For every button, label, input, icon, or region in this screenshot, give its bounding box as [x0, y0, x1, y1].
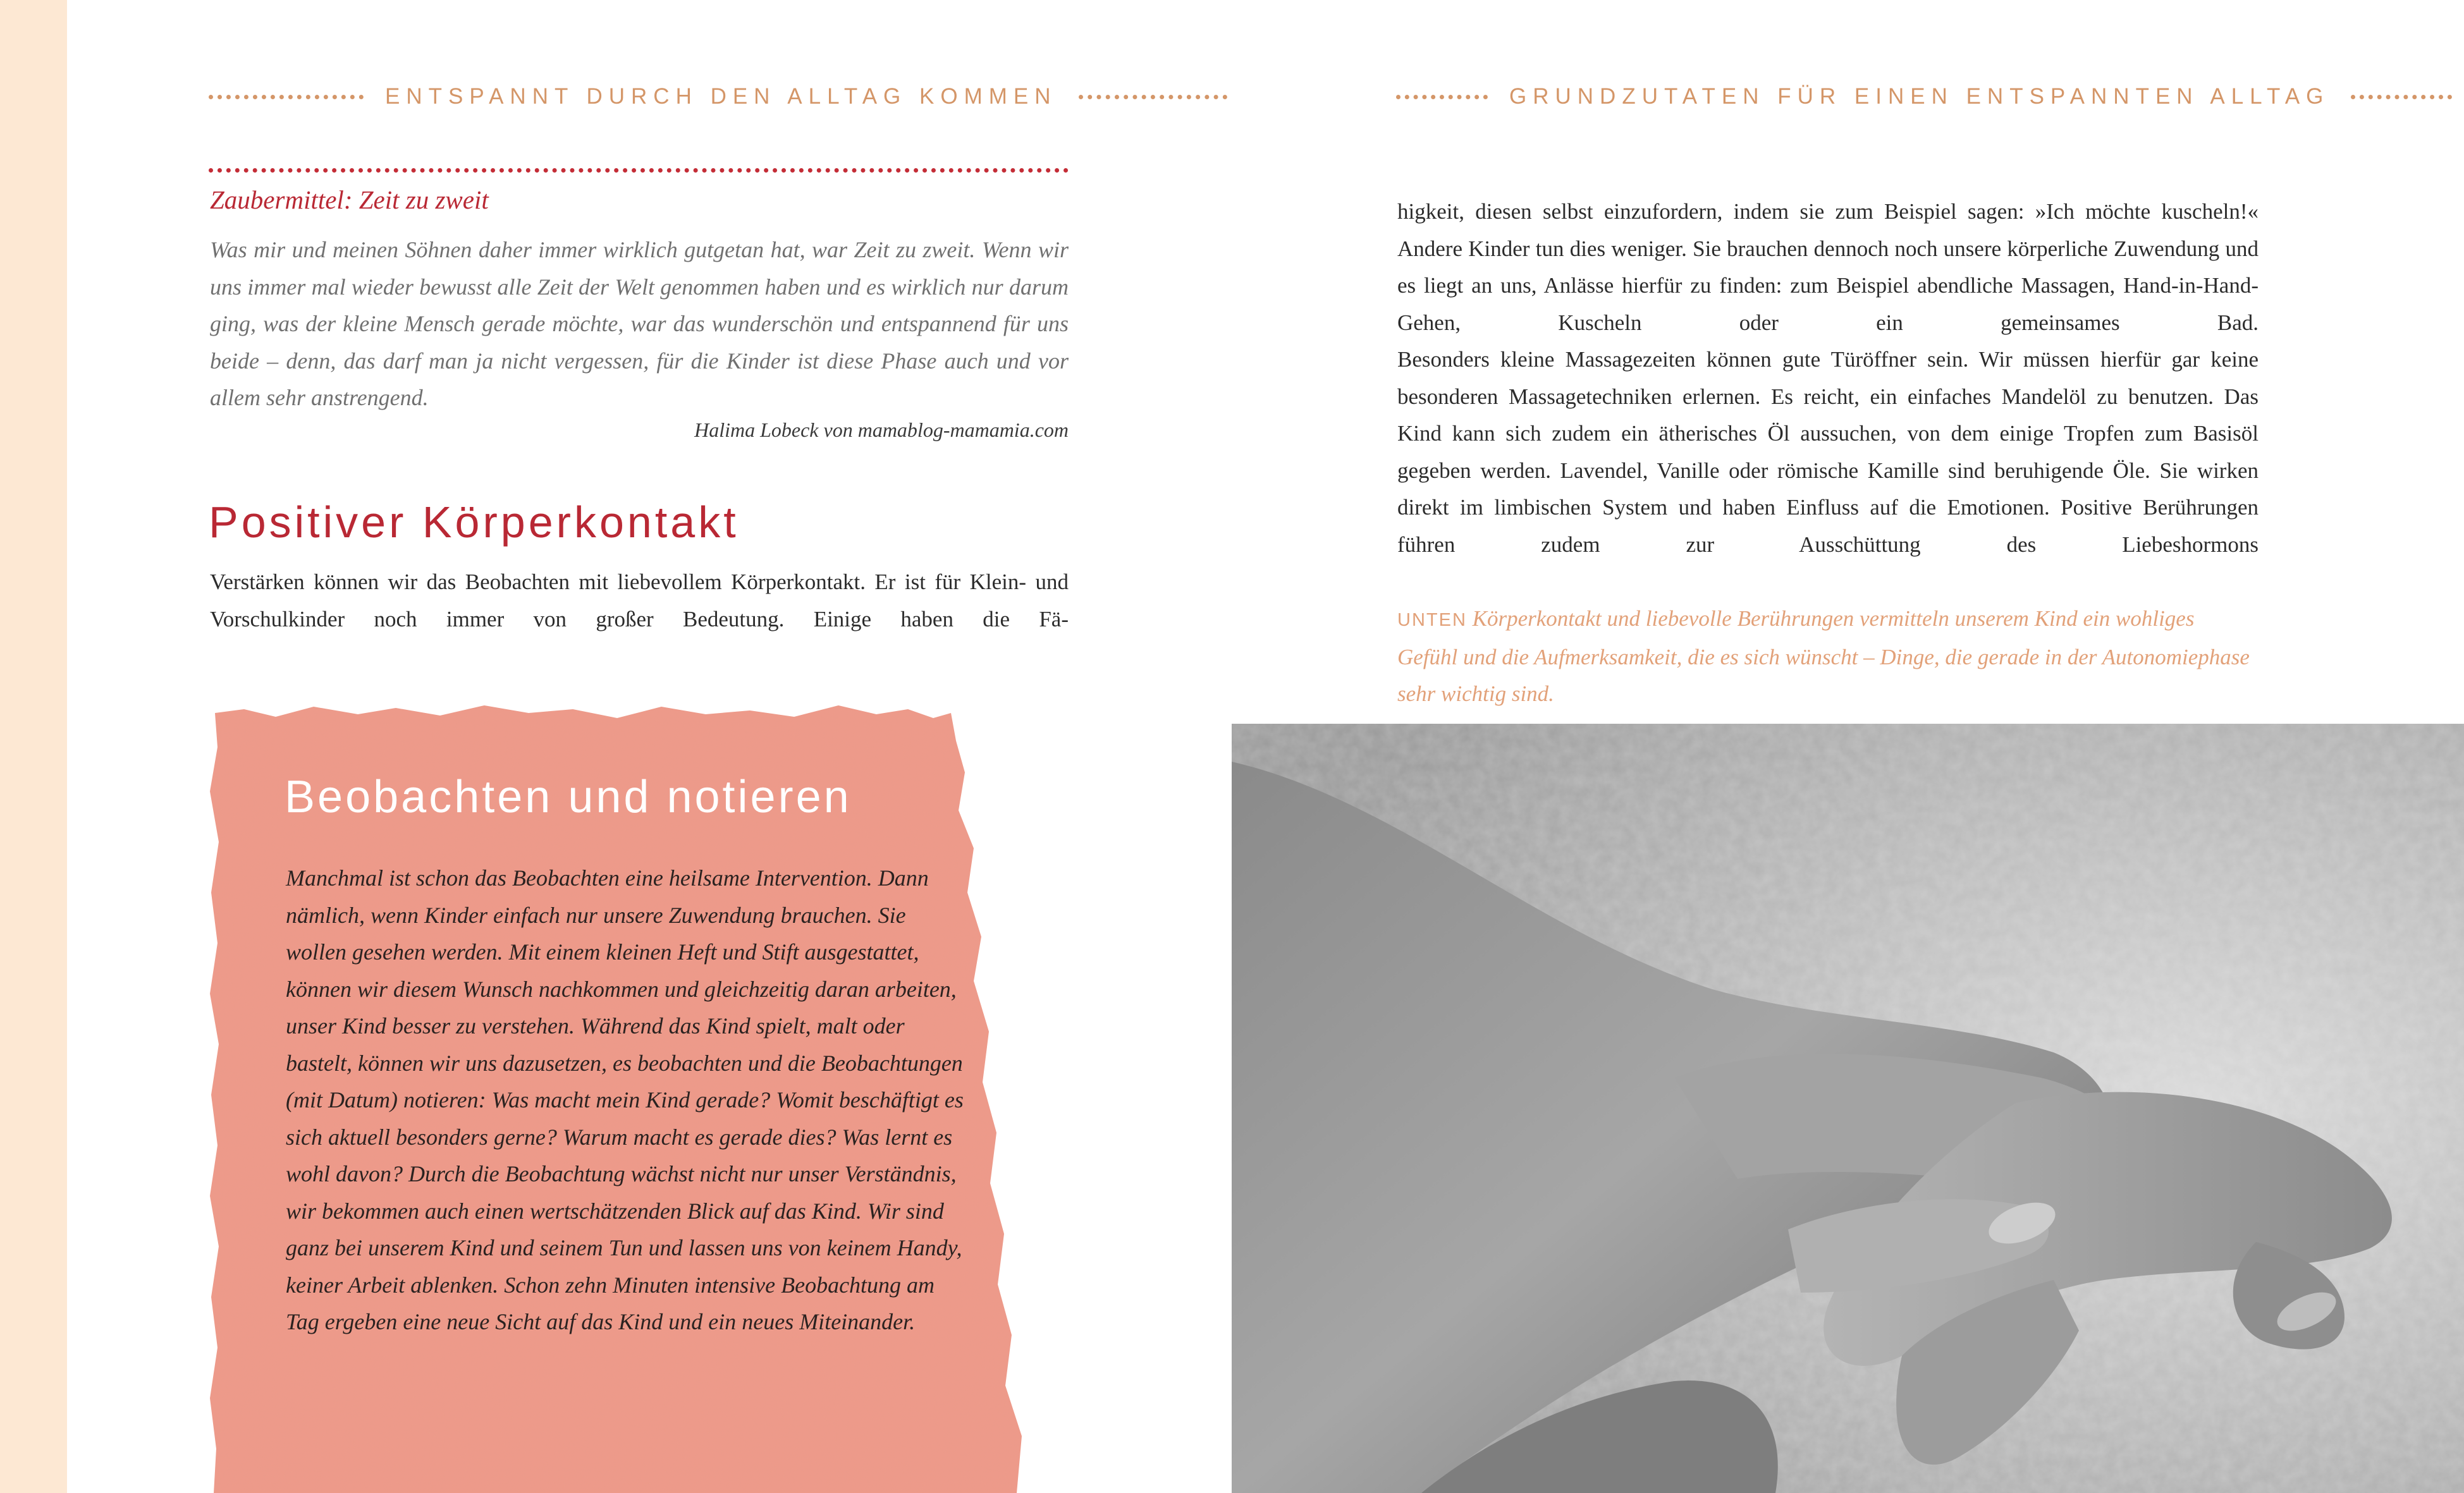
quote-text: Was mir und meinen Söhnen daher immer wirklich gutgetan hat, war Zeit zu zweit. Wenn wir uns immer mal wieder bewusst alle Zeit der Welt genommen haben und es wirklich nur darum ging, was der kleine Mensch gerade möchte, war das wunderschön und entspannend für uns beide – denn, das darf man ja nicht vergessen, für die Kinder ist diese Phase auch und vor allem sehr anstrengend.	[210, 237, 1069, 410]
adult-and-child-hands-photo	[1232, 724, 2464, 1493]
quote-title: Zaubermittel: Zeit zu zweit	[210, 185, 489, 214]
caption-label: UNTEN	[1397, 610, 1467, 630]
body-paragraph-right-1: higkeit, diesen selbst einzufordern, indem sie zum Beispiel sagen: »Ich möchte kuscheln!« Andere Kinder tun dies weniger. Sie brauchen dennoch noch unsere körperliche Zuwendung und es liegt an uns, Anlässe hierfür zu finden: zum Beispiel abendliche Massagen, Hand-in-Hand-Gehen, Kuscheln oder ein gemeinsames Bad.	[1397, 199, 2259, 335]
quote-dotted-rule	[209, 168, 1069, 173]
caption-text: Körperkontakt und liebevolle Berührungen vermitteln unserem Kind ein wohliges Gefühl und die Aufmerksamkeit, die es sich wünscht – Dinge, die gerade in der Autonomiephase sehr wichtig sind.	[1397, 606, 2250, 706]
running-head-left-text: ENTSPANNT DURCH DEN ALLTAG KOMMEN	[385, 84, 1057, 109]
body-paragraph-left: Verstärken können wir das Beobachten mit liebevollem Körperkontakt. Er ist für Klein- und Vorschulkinder noch immer von großer Bedeutung. Einige haben die Fä-	[210, 570, 1069, 631]
running-head-left	[209, 81, 1069, 113]
dotted-rule	[2351, 95, 2452, 99]
body-text-right	[1397, 193, 2259, 563]
dotted-rule	[1396, 95, 1488, 99]
dotted-rule	[1079, 95, 1227, 99]
running-head-right-text: GRUNDZUTATEN FÜR EINEN ENTSPANNTEN ALLTAG	[1509, 84, 2330, 109]
page-edge-strip	[0, 0, 67, 1493]
dotted-rule	[209, 95, 364, 99]
box-text: Manchmal ist schon das Beobachten eine heilsame Intervention. Dann nämlich, wenn Kinder einfach nur unsere Zuwendung brauchen. Sie wollen gesehen werden. Mit einem kleinen Heft und Stift ausgestattet, können wir diesem Wunsch nachkommen und gleichzeitig daran arbeiten, unser Kind besser zu verstehen. Während das Kind spielt, malt oder bastelt, können wir uns dazusetzen, es beobachten und die Beobachtungen (mit Datum) notieren: Was macht mein Kind gerade? Womit beschäftigt es sich aktuell besonders gerne? Warum macht es gerade dies? Was lernt es wohl davon? Durch die Beobachtung wächst nicht nur unser Verständnis, wir bekommen auch einen wertschätzenden Blick auf das Kind. Wir sind ganz bei unserem Kind und seinem Tun und lassen uns von keinem Handy, keiner Arbeit ablenken. Schon zehn Minuten intensive Beobachtung am Tag ergeben eine neue Sicht auf das Kind und ein neues Miteinander.	[286, 865, 964, 1334]
photo-caption	[1397, 600, 2259, 713]
box-title: Beobachten und notieren	[285, 772, 852, 822]
quote-source: Halima Lobeck von mamablog-mamamia.com	[694, 418, 1069, 441]
section-title: Positiver Körperkontakt	[209, 497, 739, 547]
running-head-right	[1396, 81, 2330, 113]
body-paragraph-right-2: Besonders kleine Massagezeiten können gute Türöffner sein. Wir müssen hierfür gar keine besonderen Massagetechniken erlernen. Es reicht, ein einfaches Mandelöl zu benutzen. Das Kind kann sich zudem ein ätherisches Öl aussuchen, von dem einige Tropfen zum Basisöl gegeben werden. Lavendel, Vanille oder römische Kamille sind beruhigende Öle. Sie wirken direkt im limbischen System und haben Einfluss auf die Emotionen. Positive Berührungen führen zudem zur Ausschüttung des Liebeshormons	[1397, 347, 2259, 557]
